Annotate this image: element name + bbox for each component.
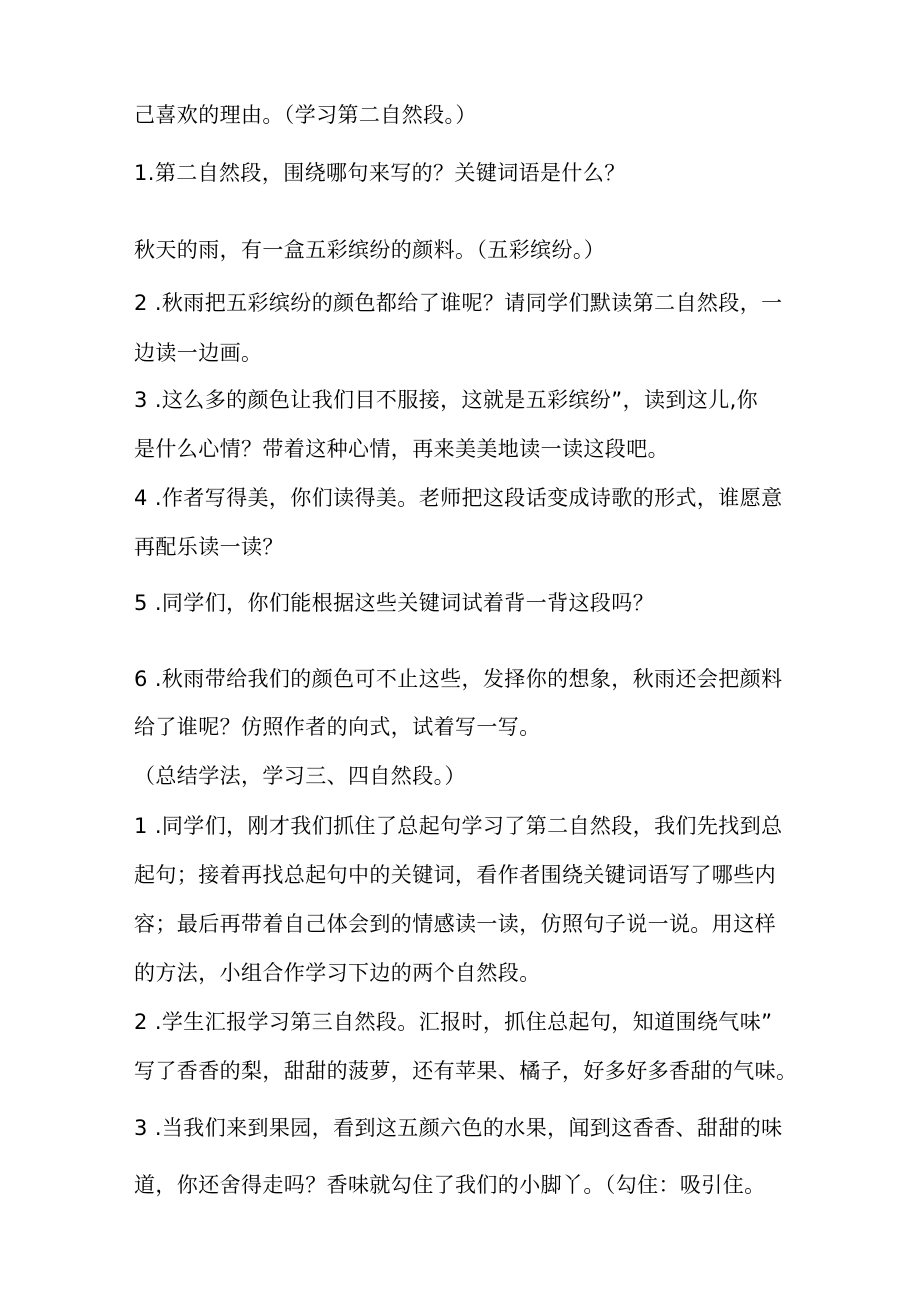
text-line-7: 是什么心情？带着这种心情，再来美美地读一读这段吧。 [134,437,669,461]
text-line-1: 己喜欢的理由。（学习第二自然段。） [134,103,477,127]
text-line-19: 写了香香的梨，甜甜的菠萝，还有苹果、橘子，好多好多香甜的气味。 [134,1059,798,1083]
text-line-10: 5 .同学们，你们能根据这些关键词试着背一背这段吗？ [134,591,655,615]
text-line-17: 的方法，小组合作学习下边的两个自然段。 [134,961,541,985]
text-line-9: 再配乐读一读？ [134,535,284,559]
text-line-6: 3 .这么多的颜色让我们目不服接，这就是五彩缤纷”，读到这儿,你 [134,388,759,412]
text-line-2: 1.第二自然段，围绕哪句来写的？关键词语是什么？ [134,161,626,185]
text-line-16: 容；最后再带着自己体会到的情感读一读，仿照句子说一说。用这样 [134,912,776,936]
text-line-20: 3 .当我们来到果园，看到这五颜六色的水果，闻到这香香、甜甜的味 [134,1116,783,1140]
text-line-14: 1 .同学们，刚才我们抓住了总起句学习了第二自然段，我们先找到总 [134,814,783,838]
text-line-5: 边读一边画。 [134,341,263,365]
text-line-12: 给了谁呢？仿照作者的向式，试着写一写。 [134,715,541,739]
text-line-13: （总结学法，学习三、四自然段。） [134,764,466,788]
text-line-8: 4 .作者写得美，你们读得美。老师把这段话变成诗歌的形式，谁愿意 [134,486,783,510]
text-line-4: 2 .秋雨把五彩缤纷的颜色都给了谁呢？请同学们默读第二自然段，一 [134,291,783,315]
text-line-18: 2 .学生汇报学习第三自然段。汇报时，抓住总起句，知道围绕气味” [134,1010,773,1034]
text-line-11: 6 .秋雨带给我们的颜色可不止这些，发择你的想象，秋雨还会把颜料 [134,667,783,691]
text-line-3: 秋天的雨，有一盒五彩缤纷的颜料。（五彩缤纷。） [134,238,606,262]
text-line-15: 起句；接着再找总起句中的关键词，看作者围绕关键词语写了哪些内 [134,863,776,887]
text-line-21: 道，你还舍得走吗？香味就勾住了我们的小脚丫。（勾住：吸引住。 [134,1173,766,1197]
